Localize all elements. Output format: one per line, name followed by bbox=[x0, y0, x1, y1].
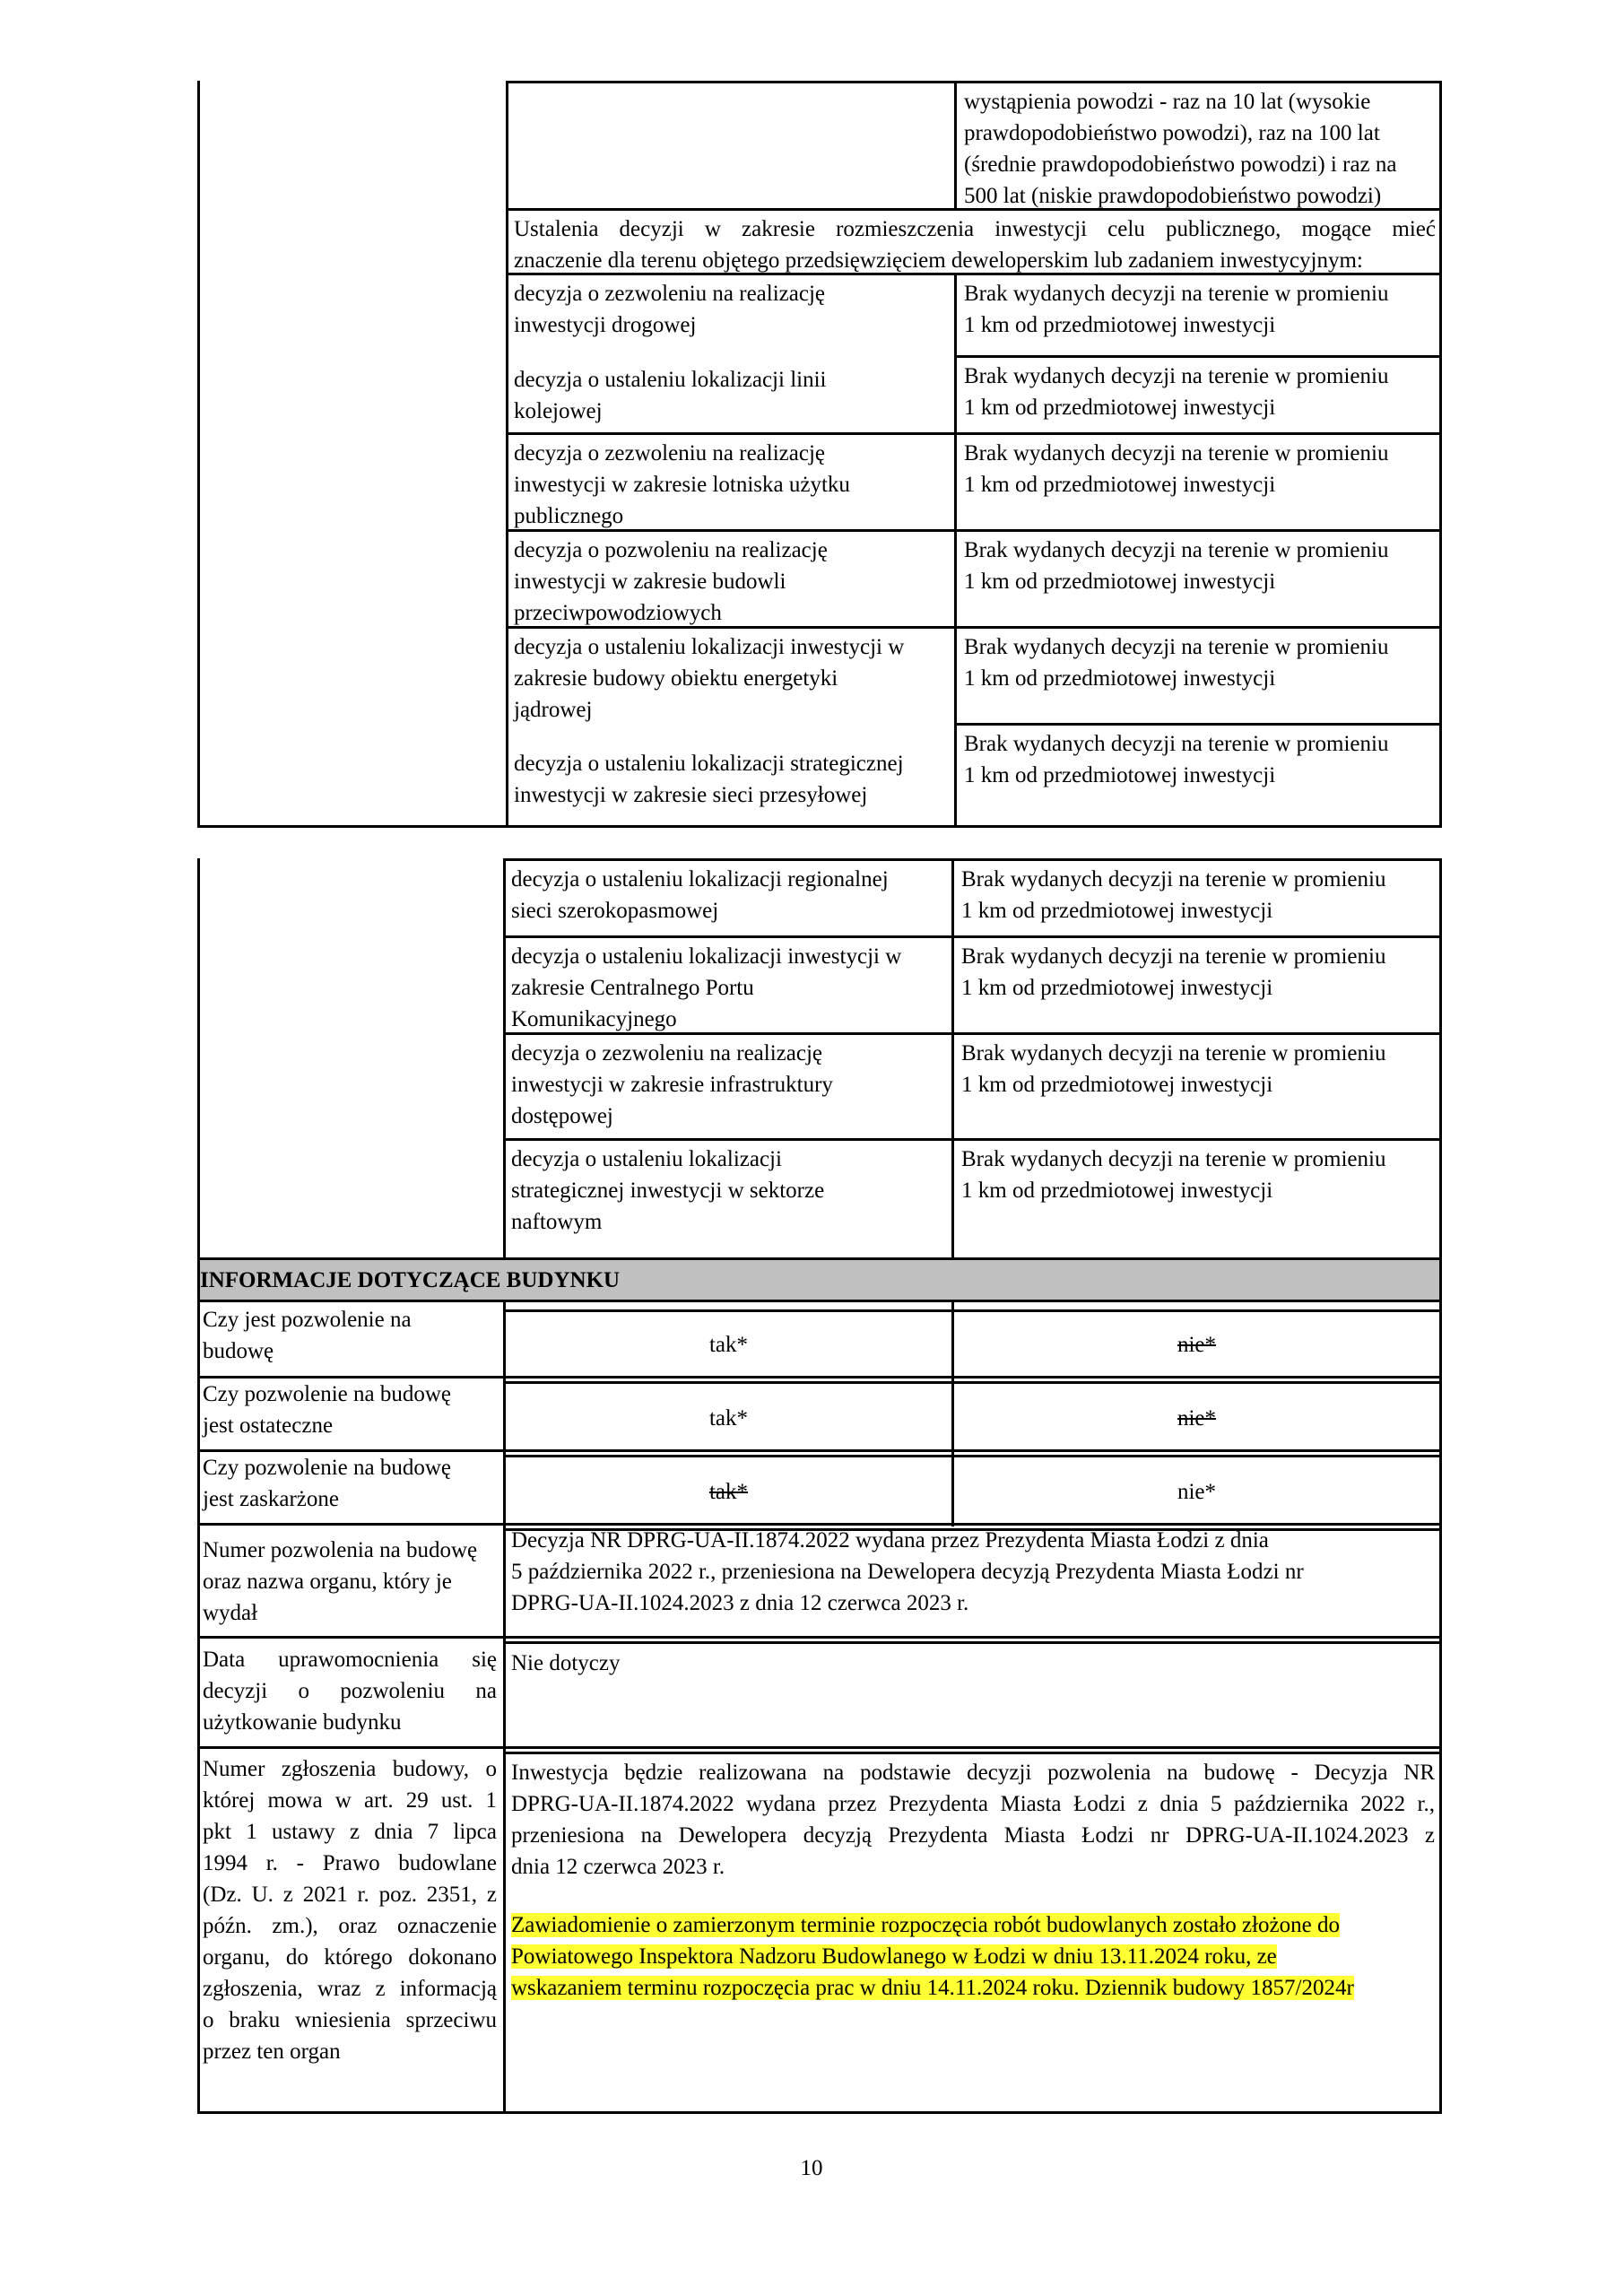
row-border bbox=[954, 355, 1442, 358]
decision-label: decyzja o ustaleniu lokalizacji regionalnej sieci szerokopasmowej bbox=[511, 867, 889, 923]
decision-label: decyzja o ustaleniu lokalizacji inwestycji w zakresie budowy obiektu energetyki jądrowej bbox=[514, 635, 905, 722]
decision-value: Brak wydanych decyzji na terenie w promieniu 1 km od przedmiotowej inwestycji bbox=[964, 732, 1389, 787]
decision-value: Brak wydanych decyzji na terenie w promieniu 1 km od przedmiotowej inwestycji bbox=[964, 441, 1389, 497]
row-border bbox=[506, 626, 1442, 629]
decision-label: decyzja o ustaleniu lokalizacji strategicznej inwestycji w sektorze naftowym bbox=[511, 1147, 825, 1234]
yesno-label: Czy jest pozwolenie na budowę bbox=[203, 1308, 412, 1363]
row-border bbox=[506, 432, 1442, 435]
row-border bbox=[503, 1138, 1442, 1141]
row-border bbox=[506, 208, 1442, 211]
decision-value: Brak wydanych decyzji na terenie w promieniu 1 km od przedmiotowej inwestycji bbox=[964, 635, 1389, 691]
notification-label-line: zgłoszenia, wraz z informacją bbox=[203, 1977, 497, 2001]
highlighted-notice-line bbox=[511, 1972, 1354, 2004]
row-border bbox=[503, 1381, 1442, 1384]
validity-date-value: Nie dotyczy bbox=[511, 1651, 621, 1675]
decision-label: decyzja o zezwoleniu na realizację inwestycji w zakresie lotniska użytku publicznego bbox=[514, 441, 850, 528]
notification-label-line: pkt 1 ustawy z dnia 7 lipca bbox=[203, 1820, 497, 1844]
section-header-text: INFORMACJE DOTYCZĄCE BUDYNKU bbox=[200, 1268, 621, 1292]
no-option-struck: nie* bbox=[1177, 1406, 1217, 1431]
table-border bbox=[1439, 858, 1442, 2114]
notification-label-line: 1994 r. - Prawo budowlane bbox=[203, 1851, 497, 1875]
row-border bbox=[503, 858, 1442, 861]
row-border bbox=[503, 1032, 1442, 1035]
decision-label: decyzja o ustaleniu lokalizacji linii kolejowej bbox=[514, 368, 827, 423]
no-option-struck: nie* bbox=[1177, 1333, 1217, 1357]
highlighted-notice-line bbox=[511, 1941, 1277, 1972]
table-continued bbox=[197, 81, 1442, 828]
yesno-label: Czy pozwolenie na budowę jest ostateczne bbox=[203, 1382, 452, 1438]
column-divider bbox=[506, 81, 508, 828]
yes-option: tak* bbox=[708, 1406, 749, 1431]
decision-label: decyzja o zezwoleniu na realizację inwestycji w zakresie infrastruktury dostępowej bbox=[511, 1041, 833, 1128]
section-header bbox=[200, 1257, 1439, 1302]
row-border bbox=[503, 1455, 1442, 1457]
decision-value: Brak wydanych decyzji na terenie w promieniu 1 km od przedmiotowej inwestycji bbox=[964, 282, 1389, 337]
ustalenia-text-line2: znaczenie dla terenu objętego przedsięwzięciem deweloperskim lub zadaniem inwestycyjnym: bbox=[514, 248, 1363, 273]
row-border bbox=[954, 723, 1442, 726]
row-border bbox=[197, 1636, 1442, 1639]
notification-label-line: późn. zm.), oraz oznaczenie bbox=[203, 1914, 497, 1938]
decision-label: decyzja o zezwoleniu na realizację inwestycji drogowej bbox=[514, 282, 825, 337]
decision-value: Brak wydanych decyzji na terenie w promieniu 1 km od przedmiotowej inwestycji bbox=[964, 364, 1389, 420]
notification-value-line: dnia 12 czerwca 2023 r. bbox=[511, 1855, 725, 1879]
row-border bbox=[506, 529, 1442, 532]
yesno-label: Czy pozwolenie na budowę jest zaskarżone bbox=[203, 1456, 452, 1511]
row-border bbox=[197, 1746, 1442, 1749]
decision-value: Brak wydanych decyzji na terenie w promieniu 1 km od przedmiotowej inwestycji bbox=[961, 1041, 1386, 1097]
continuation-row bbox=[506, 81, 1442, 83]
decision-value: Brak wydanych decyzji na terenie w promieniu 1 km od przedmiotowej inwestycji bbox=[961, 867, 1386, 923]
validity-date-label-line3: użytkowanie budynku bbox=[203, 1710, 402, 1735]
decision-value: Brak wydanych decyzji na terenie w promieniu 1 km od przedmiotowej inwestycji bbox=[961, 944, 1386, 1000]
notification-value-line: Inwestycja będzie realizowana na podstawie decyzji pozwolenia na budowę - Decyzja NR bbox=[511, 1761, 1435, 1785]
table-border bbox=[197, 858, 200, 2114]
decision-label: decyzja o pozwoleniu na realizację inwestycji w zakresie budowli przeciwpowodziowych bbox=[514, 538, 828, 625]
column-divider bbox=[951, 858, 954, 1257]
highlighted-notice-text: wskazaniem terminu rozpoczęcia prac w dniu 14.11.2024 roku. Dziennik budowy 1857/2024r bbox=[511, 1976, 1354, 2000]
column-divider bbox=[954, 81, 957, 208]
decision-value: Brak wydanych decyzji na terenie w promieniu 1 km od przedmiotowej inwestycji bbox=[961, 1147, 1386, 1203]
ustalenia-text-line1: Ustalenia decyzji w zakresie rozmieszczenia inwestycji celu publicznego, mogące mieć bbox=[514, 217, 1436, 241]
decision-value: Brak wydanych decyzji na terenie w promieniu 1 km od przedmiotowej inwestycji bbox=[964, 538, 1389, 594]
row-border bbox=[506, 273, 1442, 275]
notification-value-line: przeniesiona na Dewelopera decyzją Prezydenta Miasta Łodzi nr DPRG-UA-II.1024.2023 z bbox=[511, 1823, 1435, 1848]
notification-label-line: której mowa w art. 29 ust. 1 bbox=[203, 1788, 497, 1813]
table-building-info bbox=[197, 858, 1442, 2114]
notification-label-line: (Dz. U. z 2021 r. poz. 2351, z bbox=[203, 1883, 497, 1907]
page-number: 10 bbox=[800, 2156, 823, 2180]
permit-number-label: Numer pozwolenia na budowę oraz nazwa organu, który je wydał bbox=[203, 1538, 478, 1625]
notification-label-line: o braku wniesienia sprzeciwu bbox=[203, 2008, 497, 2032]
no-option: nie* bbox=[1177, 1480, 1217, 1504]
row-border bbox=[503, 1309, 1442, 1312]
decision-label: decyzja o ustaleniu lokalizacji strategicznej inwestycji w zakresie sieci przesyłowej bbox=[514, 752, 904, 807]
highlighted-notice-text: Zawiadomienie o zamierzonym terminie rozpoczęcia robót budowlanych zostało złożone do bbox=[511, 1913, 1340, 1937]
permit-number-value: Decyzja NR DPRG-UA-II.1874.2022 wydana przez Prezydenta Miasta Łodzi z dnia 5 października 2022 r., przeniesiona na Dewelopera decyzją Prezydenta Miasta Łodzi nr DPRG-UA-II.1024.2023 z dnia 12 czerwca 2023 r. bbox=[511, 1528, 1304, 1615]
validity-date-label-line1: Data uprawomocnienia się bbox=[203, 1648, 497, 1672]
table-border bbox=[197, 2111, 1442, 2114]
decision-label: decyzja o ustaleniu lokalizacji inwestycji w zakresie Centralnego Portu Komunikacyjnego bbox=[511, 944, 902, 1031]
row-border bbox=[503, 935, 1442, 938]
highlighted-notice-line bbox=[511, 1909, 1340, 1941]
yes-option: tak* bbox=[708, 1333, 749, 1357]
notification-label-line: organu, do którego dokonano bbox=[203, 1945, 497, 1970]
notification-value-line: DPRG-UA-II.1874.2022 wydana przez Prezydenta Miasta Łodzi z dnia 5 października 2022 r., bbox=[511, 1792, 1435, 1816]
column-divider bbox=[503, 858, 506, 1257]
highlighted-notice-text: Powiatowego Inspektora Nadzoru Budowlanego w Łodzi w dniu 13.11.2024 roku, ze bbox=[511, 1944, 1277, 1969]
flood-probability-text: wystąpienia powodzi - raz na 10 lat (wysokie prawdopodobieństwo powodzi), raz na 100 lat (średnie prawdopodobieństwo powodzi) i raz na 500 lat (niskie prawdopodobieństwo powodzi) bbox=[964, 90, 1397, 208]
validity-date-label-line2: decyzji o pozwoleniu na bbox=[203, 1679, 497, 1703]
row-border bbox=[503, 1641, 1442, 1644]
yes-option-struck: tak* bbox=[708, 1480, 749, 1504]
notification-label-line: Numer zgłoszenia budowy, o bbox=[203, 1757, 497, 1781]
row-border bbox=[503, 1752, 1442, 1754]
notification-label-line: przez ten organ bbox=[203, 2039, 341, 2064]
